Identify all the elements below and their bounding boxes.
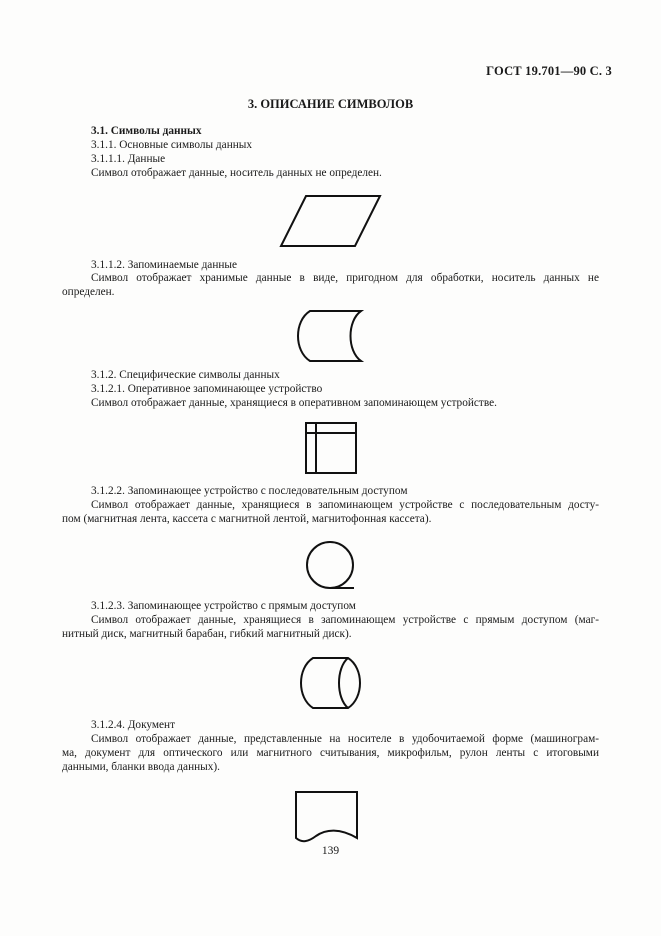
section-title: 3. ОПИСАНИЕ СИМВОЛОВ	[247, 97, 414, 111]
text-3-1-1-2-line2: определен.	[62, 286, 115, 298]
text-3-1-2-2-line1: Символ отображает данные, хранящиеся в запоминающем устройстве с последовательным досту-	[91, 499, 599, 511]
text-3-1-2-4-line3: данными, бланки ввода данных).	[62, 761, 220, 773]
page-header: ГОСТ 19.701—90 С. 3	[486, 64, 612, 78]
text-3-1-2-3-line2: нитный диск, магнитный барабан, гибкий магнитный диск).	[62, 628, 352, 640]
page-number: 139	[321, 845, 340, 857]
heading-3-1-2-1: 3.1.2.1. Оперативное запоминающее устройство	[91, 383, 323, 395]
heading-3-1-2: 3.1.2. Специфические символы данных	[91, 369, 280, 381]
heading-3-1-1-1: 3.1.1.1. Данные	[91, 153, 166, 165]
text-3-1-2-4-line1: Символ отображает данные, представленные на носителе в удобочитаемой форме (машинограм-	[91, 733, 599, 745]
heading-3-1-2-4: 3.1.2.4. Документ	[91, 719, 176, 731]
heading-3-1-1-2: 3.1.1.2. Запоминаемые данные	[91, 259, 238, 271]
text-3-1-1-1: Символ отображает данные, носитель данных не определен.	[91, 167, 382, 179]
text-3-1-2-2-line2: пом (магнитная лента, кассета с магнитной лентой, магнитофонная кассета).	[62, 513, 432, 525]
text-3-1-2-3-line1: Символ отображает данные, хранящиеся в запоминающем устройстве с прямым доступом (маг-	[91, 614, 599, 626]
text-3-1-2-4-line2: ма, документ для оптического или магнитного считывания, микрофильм, рулон ленты с итоговыми	[62, 747, 599, 759]
heading-3-1: 3.1. Символы данных	[91, 125, 202, 137]
heading-3-1-1: 3.1.1. Основные символы данных	[91, 139, 253, 151]
heading-3-1-2-3: 3.1.2.3. Запоминающее устройство с прямым доступом	[91, 600, 356, 612]
text-3-1-2-1: Символ отображает данные, хранящиеся в оперативном запоминающем устройстве.	[91, 397, 497, 409]
heading-3-1-2-2: 3.1.2.2. Запоминающее устройство с последовательным доступом	[91, 485, 408, 497]
text-3-1-1-2-line1: Символ отображает хранимые данные в виде, пригодном для обработки, носитель данных не	[91, 272, 599, 284]
